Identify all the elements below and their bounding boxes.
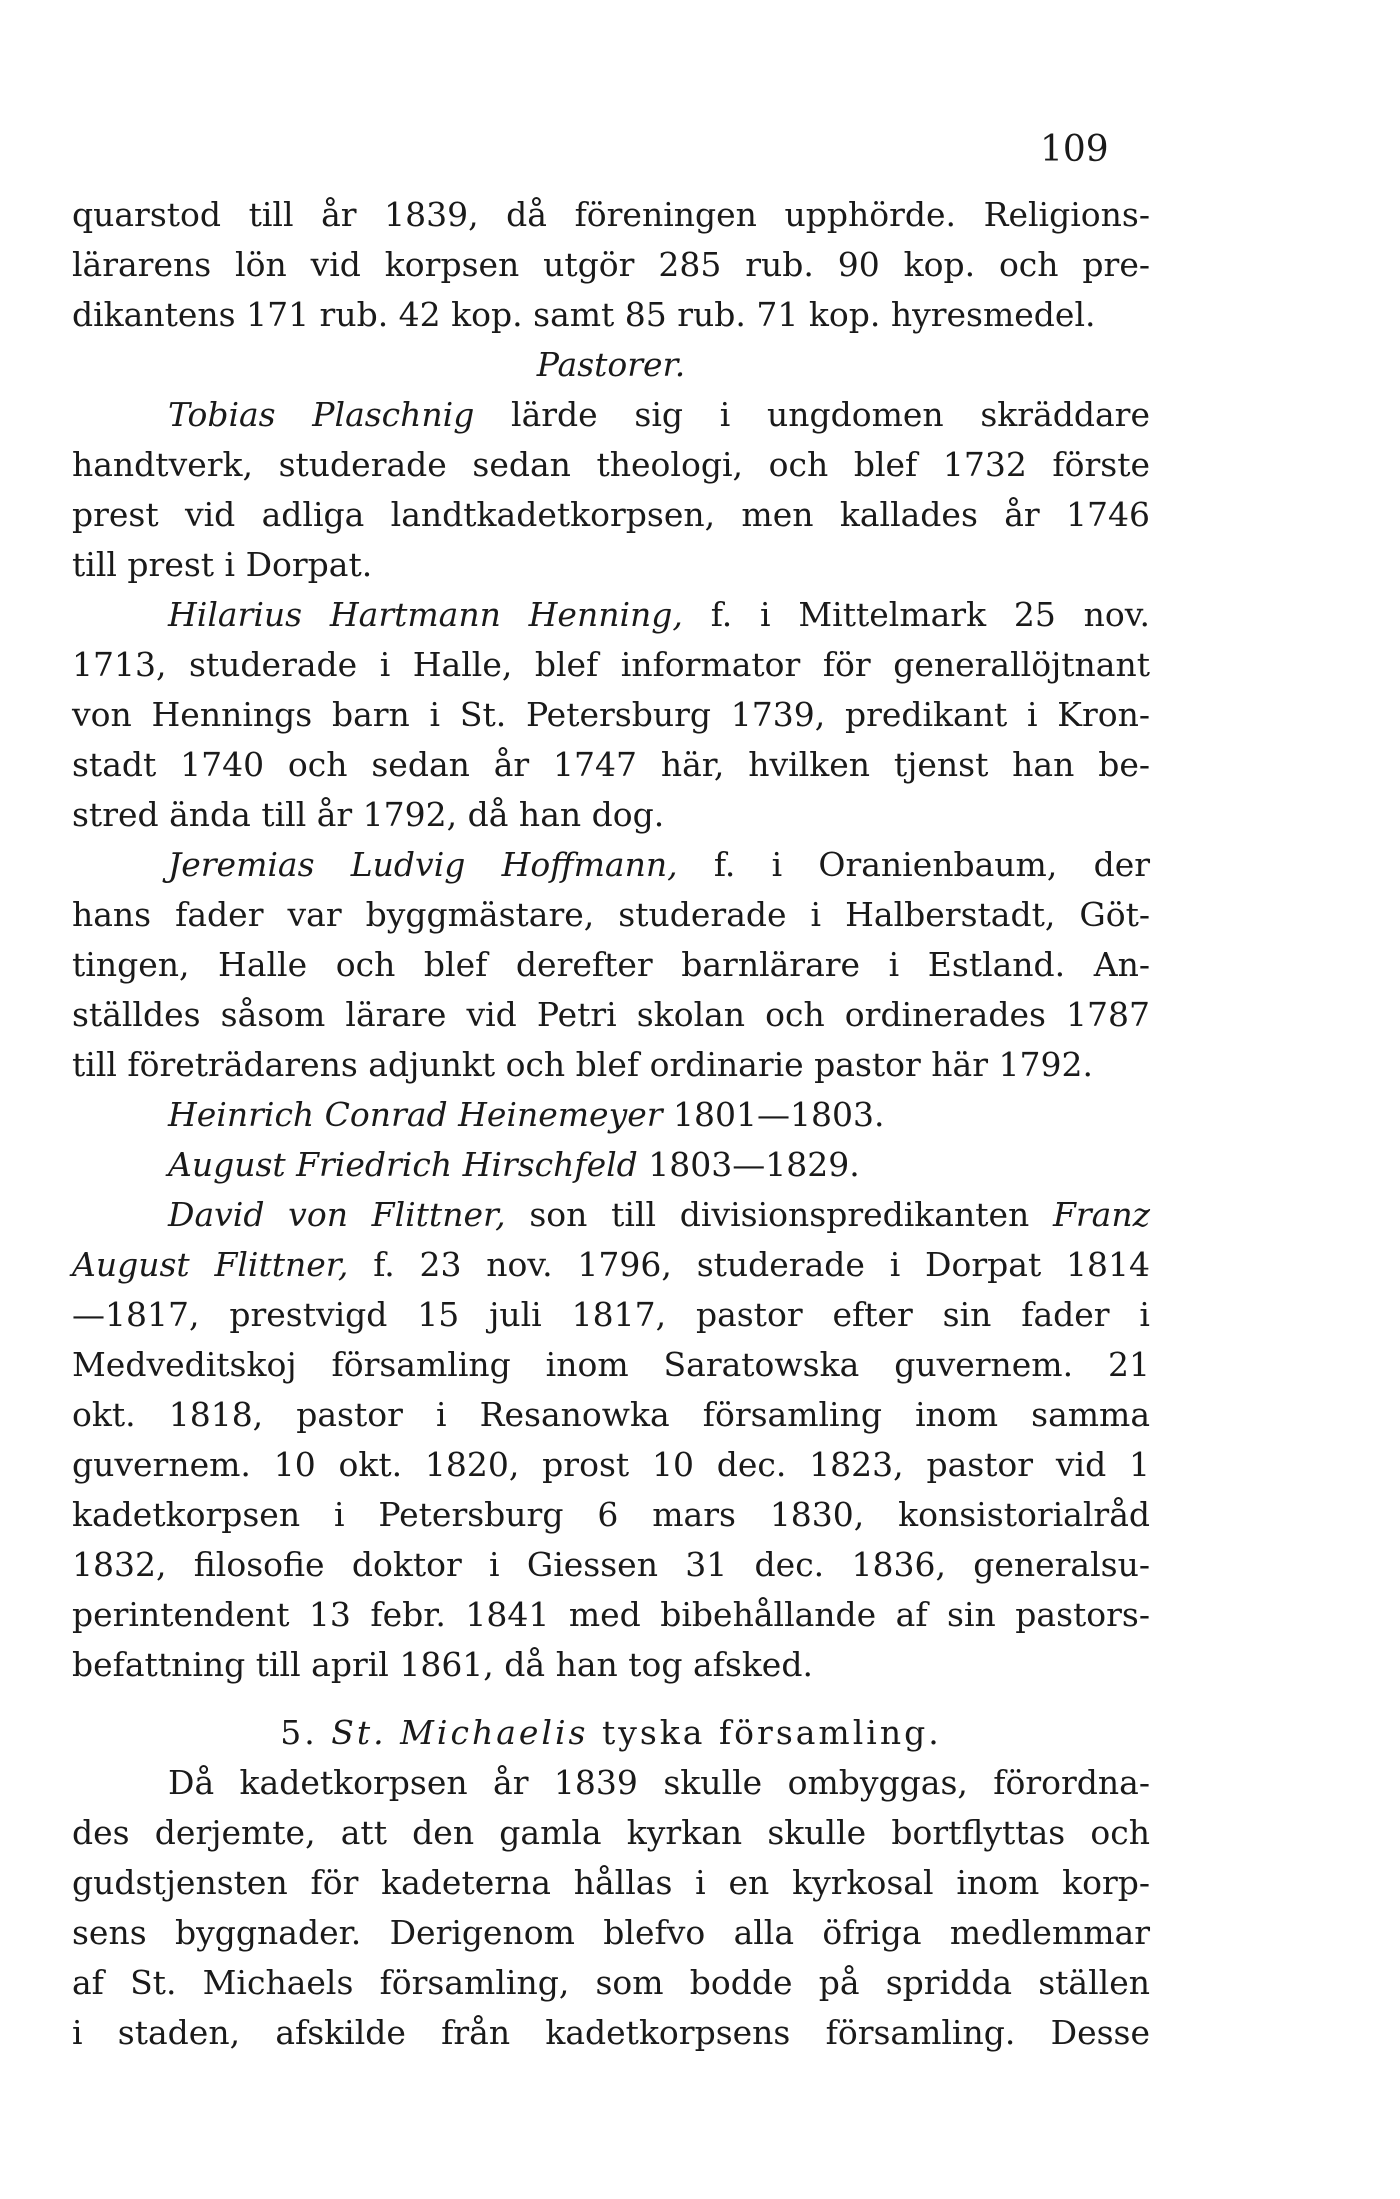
text-line: sens byggnader. Derigenom blefvo alla öfriga medlemmar — [72, 1913, 1150, 1952]
text-line: i staden, afskilde från kadetkorpsens församling. Desse — [72, 2013, 1150, 2052]
text-line: David von Flittner, son till divisionspredikanten Franz — [168, 1195, 1150, 1234]
text-line: perintendent 13 febr. 1841 med bibehållande af sin pastors- — [72, 1595, 1150, 1634]
text-line: befattning till april 1861, då han tog afsked. — [72, 1645, 813, 1684]
text-line: des derjemte, att den gamla kyrkan skulle bortflyttas och — [72, 1813, 1150, 1852]
text-line: tingen, Halle och blef derefter barnlärare i Estland. An- — [72, 945, 1150, 984]
text-line: Heinrich Conrad Heinemeyer 1801—1803. — [168, 1095, 885, 1134]
text-line: stred ända till år 1792, då han dog. — [72, 795, 665, 834]
text-line: till prest i Dorpat. — [72, 545, 373, 584]
page-number: 109 — [1040, 129, 1109, 170]
text-line: —1817, prestvigd 15 juli 1817, pastor efter sin fader i — [72, 1295, 1150, 1334]
text-line: Hilarius Hartmann Henning, f. i Mittelmark 25 nov. — [168, 595, 1150, 634]
section-heading-pastorer: Pastorer. — [536, 345, 686, 384]
text-line: Jeremias Ludvig Hoffmann, f. i Oranienbaum, der — [168, 845, 1150, 884]
text-line: kadetkorpsen i Petersburg 6 mars 1830, konsistorialråd — [72, 1495, 1150, 1534]
text-line: hans fader var byggmästare, studerade i Halberstadt, Göt- — [72, 895, 1150, 934]
text-line: gudstjensten för kadeterna hållas i en kyrkosal inom korp- — [72, 1863, 1150, 1902]
text-line: till företrädarens adjunkt och blef ordinarie pastor här 1792. — [72, 1045, 1093, 1084]
text-line: stadt 1740 och sedan år 1747 här, hvilken tjenst han be- — [72, 745, 1150, 784]
text-line: 1832, filosofie doktor i Giessen 31 dec. 1836, generalsu- — [72, 1545, 1150, 1584]
text-line: Tobias Plaschnig lärde sig i ungdomen skräddare — [168, 395, 1150, 434]
text-line: von Hennings barn i St. Petersburg 1739, predikant i Kron- — [72, 695, 1150, 734]
text-line: guvernem. 10 okt. 1820, prost 10 dec. 1823, pastor vid 1 — [72, 1445, 1150, 1484]
text-line: af St. Michaels församling, som bodde på spridda ställen — [72, 1963, 1150, 2002]
text-line: handtverk, studerade sedan theologi, och blef 1732 förste — [72, 445, 1150, 484]
text-line: 1713, studerade i Halle, blef informator för generallöjtnant — [72, 645, 1150, 684]
text-line: Då kadetkorpsen år 1839 skulle ombyggas, förordna- — [168, 1763, 1150, 1802]
text-line: dikantens 171 rub. 42 kop. samt 85 rub. 71 kop. hyresmedel. — [72, 295, 1096, 334]
body-text — [72, 190, 1150, 2058]
text-line: August Flittner, f. 23 nov. 1796, studerade i Dorpat 1814 — [72, 1245, 1150, 1284]
text-line: Medveditskoj församling inom Saratowska guvernem. 21 — [72, 1345, 1150, 1384]
text-line: August Friedrich Hirschfeld 1803—1829. — [168, 1145, 860, 1184]
text-line: prest vid adliga landtkadetkorpsen, men kallades år 1746 — [72, 495, 1150, 534]
text-line: okt. 1818, pastor i Resanowka församling inom samma — [72, 1395, 1150, 1434]
text-line: lärarens lön vid korpsen utgör 285 rub. 90 kop. och pre- — [72, 245, 1150, 284]
text-line: ställdes såsom lärare vid Petri skolan och ordinerades 1787 — [72, 995, 1150, 1034]
section-heading-st-michaelis: 5. St. Michaelis tyska församling. — [280, 1713, 942, 1752]
text-line: quarstod till år 1839, då föreningen upphörde. Religions- — [72, 195, 1150, 234]
